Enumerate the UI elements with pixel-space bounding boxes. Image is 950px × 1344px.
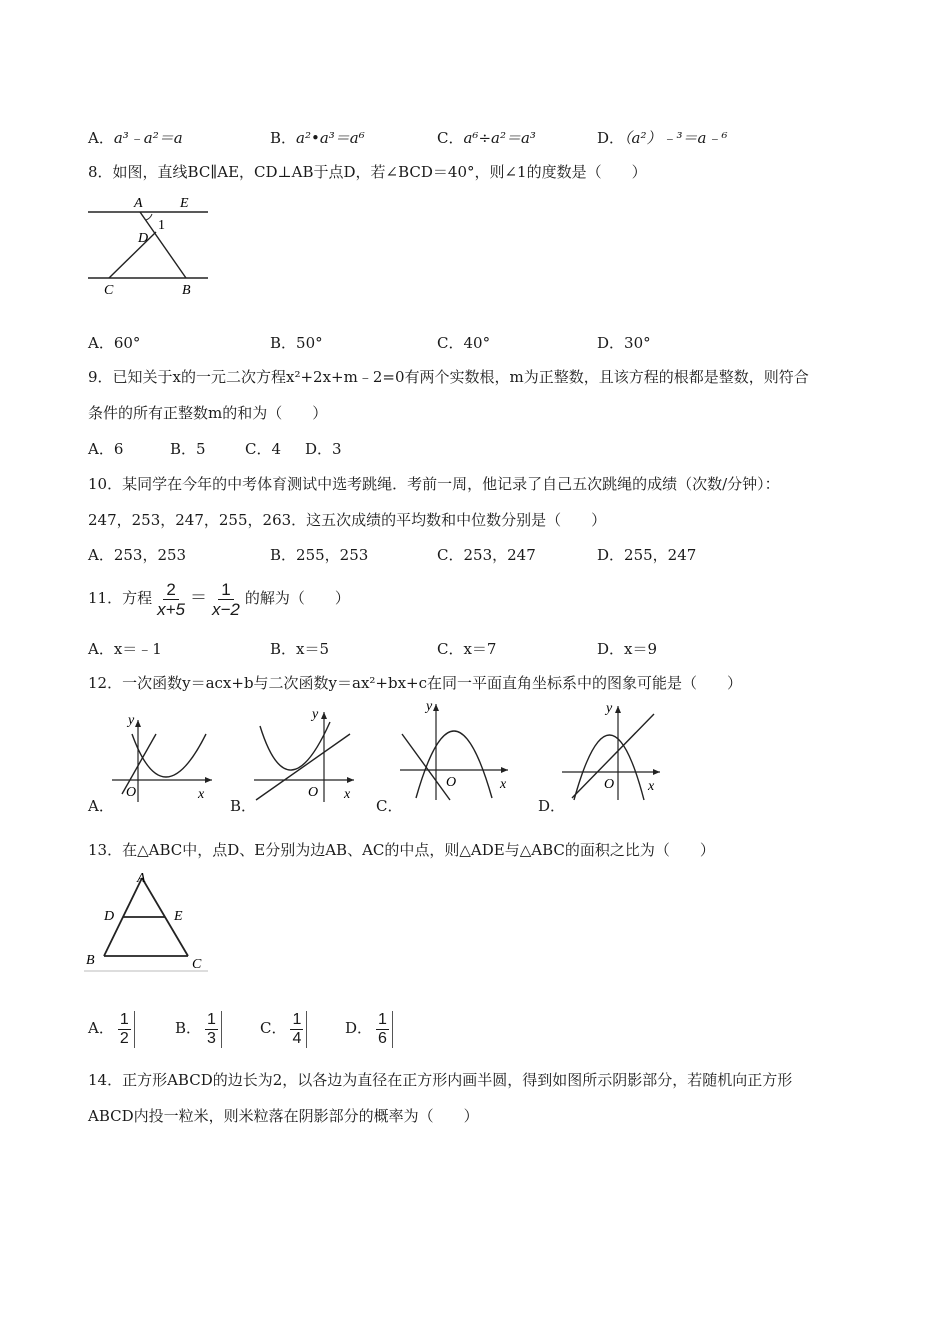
q11-option-c: C．x＝7 bbox=[437, 640, 497, 658]
q13-option-d: D． $\frac{1}{6}$ bbox=[345, 1008, 393, 1048]
svg-text:x: x bbox=[344, 787, 351, 802]
q7-option-a-expr: a³﹣a²＝a bbox=[113, 129, 183, 147]
q10-stem-line1: 10．某同学在今年的中考体育测试中选考跳绳．考前一周，他记录了自己五次跳绳的成绩（次数/分钟）： bbox=[88, 475, 780, 493]
svg-text:y: y bbox=[426, 699, 433, 714]
q13-option-c: C． $\frac{1}{4}$ bbox=[260, 1008, 307, 1048]
q11-option-d: D．x＝9 bbox=[597, 640, 658, 658]
q8-option-d: D．30° bbox=[597, 334, 651, 352]
q13-stem: 13．在△ABC中，点D、E分别为边AB、AC的中点，则△ADE与△ABC的面积之比为（ ） bbox=[88, 841, 715, 859]
q7-option-a: A．a³﹣a²＝a bbox=[88, 129, 183, 147]
q7-option-c: C．a⁶÷a²＝a³ bbox=[437, 129, 536, 147]
q11-option-b: B．x＝5 bbox=[270, 640, 330, 658]
q10-option-c: C．253，247 bbox=[437, 546, 536, 564]
q14-stem-line2: ABCD内投一粒米，则米粒落在阴影部分的概率为（ ） bbox=[88, 1107, 479, 1125]
svg-text:x: x bbox=[500, 777, 507, 792]
q8-option-a: A．60° bbox=[88, 334, 141, 352]
q8-label-d: D bbox=[138, 231, 149, 246]
q12-graph-b bbox=[250, 704, 360, 804]
q12-option-c-label: C． bbox=[376, 797, 403, 815]
q8-label-b: B bbox=[182, 283, 191, 298]
q13-label-d: D bbox=[104, 909, 115, 924]
q14-stem-line1: 14．正方形ABCD的边长为2，以各边为直径在正方形内画半圆，得到如图所示阴影部分，若随机向正方形 bbox=[88, 1071, 793, 1089]
q12-graph-c bbox=[396, 698, 514, 804]
q11-stem: 11．方程 $\frac{2}{x+5}$ ＝ $\frac{1}{x-2}$ 的解为（ ） bbox=[88, 579, 350, 619]
q9-option-c: C．4 bbox=[245, 440, 282, 458]
svg-text:O: O bbox=[446, 775, 457, 790]
q13-label-c: C bbox=[192, 957, 202, 972]
q12-graph-a bbox=[108, 710, 218, 806]
q10-option-a: A．253，253 bbox=[88, 546, 187, 564]
q13-label-b: B bbox=[86, 953, 95, 968]
q7-option-b: B．a²•a³＝a⁶ bbox=[270, 129, 365, 147]
q8-stem: 8．如图，直线BC∥AE，CD⊥AB于点D，若∠BCD＝40°，则∠1的度数是（ ） bbox=[88, 163, 647, 181]
q11-rhs-fraction: $\frac{1}{x-2}$ bbox=[212, 579, 240, 619]
svg-text:O: O bbox=[604, 777, 615, 792]
q9-option-d: D．3 bbox=[305, 440, 342, 458]
q8-label-1: 1 bbox=[158, 218, 165, 233]
q9-stem-line2: 条件的所有正整数m的和为（ ） bbox=[88, 404, 328, 422]
q7-option-d: D．（a²）﹣³＝a﹣⁶ bbox=[597, 129, 728, 147]
svg-text:y: y bbox=[606, 701, 613, 716]
q10-option-d: D．255，247 bbox=[597, 546, 697, 564]
q8-label-a: A bbox=[134, 196, 143, 211]
q8-figure bbox=[86, 192, 216, 300]
q13-option-b: B． $\frac{1}{3}$ bbox=[175, 1008, 222, 1048]
q7-option-b-expr: a²•a³＝a⁶ bbox=[296, 129, 365, 147]
svg-text:x: x bbox=[648, 779, 655, 794]
q9-option-b: B．5 bbox=[170, 440, 206, 458]
q8-option-c: C．40° bbox=[437, 334, 491, 352]
q12-option-d-label: D． bbox=[538, 797, 566, 815]
q9-stem-line1: 9．已知关于x的一元二次方程x²+2x+m﹣2=0有两个实数根，m为正整数，且该方程的根都是整数，则符合 bbox=[88, 368, 809, 386]
q8-option-b: B．50° bbox=[270, 334, 323, 352]
svg-text:O: O bbox=[308, 785, 319, 800]
q10-option-b: B．255，253 bbox=[270, 546, 369, 564]
q13-label-a: A bbox=[137, 871, 146, 886]
svg-text:x: x bbox=[198, 787, 205, 802]
q11-option-a: A．x＝﹣1 bbox=[88, 640, 162, 658]
svg-text:y: y bbox=[312, 707, 319, 722]
q12-stem: 12．一次函数y＝acx+b与二次函数y＝ax²+bx+c在同一平面直角坐标系中的图象可能是（ ） bbox=[88, 674, 743, 692]
q12-option-b-label: B． bbox=[230, 797, 257, 815]
q13-option-a: A． $\frac{1}{2}$ bbox=[88, 1008, 135, 1048]
svg-text:y: y bbox=[128, 713, 135, 728]
svg-text:O: O bbox=[126, 785, 137, 800]
q8-label-e: E bbox=[180, 196, 189, 211]
q12-option-a-label: A． bbox=[88, 797, 114, 815]
q12-graph-d bbox=[558, 700, 664, 804]
q7-option-d-expr: （a²）﹣³＝a﹣⁶ bbox=[624, 129, 728, 147]
q13-label-e: E bbox=[174, 909, 183, 924]
q13-figure bbox=[84, 868, 210, 974]
q7-option-c-expr: a⁶÷a²＝a³ bbox=[463, 129, 536, 147]
q9-option-a: A．6 bbox=[88, 440, 124, 458]
q10-stem-line2: 247，253，247，255，263．这五次成绩的平均数和中位数分别是（ ） bbox=[88, 511, 607, 529]
q8-label-c: C bbox=[104, 283, 114, 298]
q11-lhs-fraction: $\frac{2}{x+5}$ bbox=[157, 579, 185, 619]
